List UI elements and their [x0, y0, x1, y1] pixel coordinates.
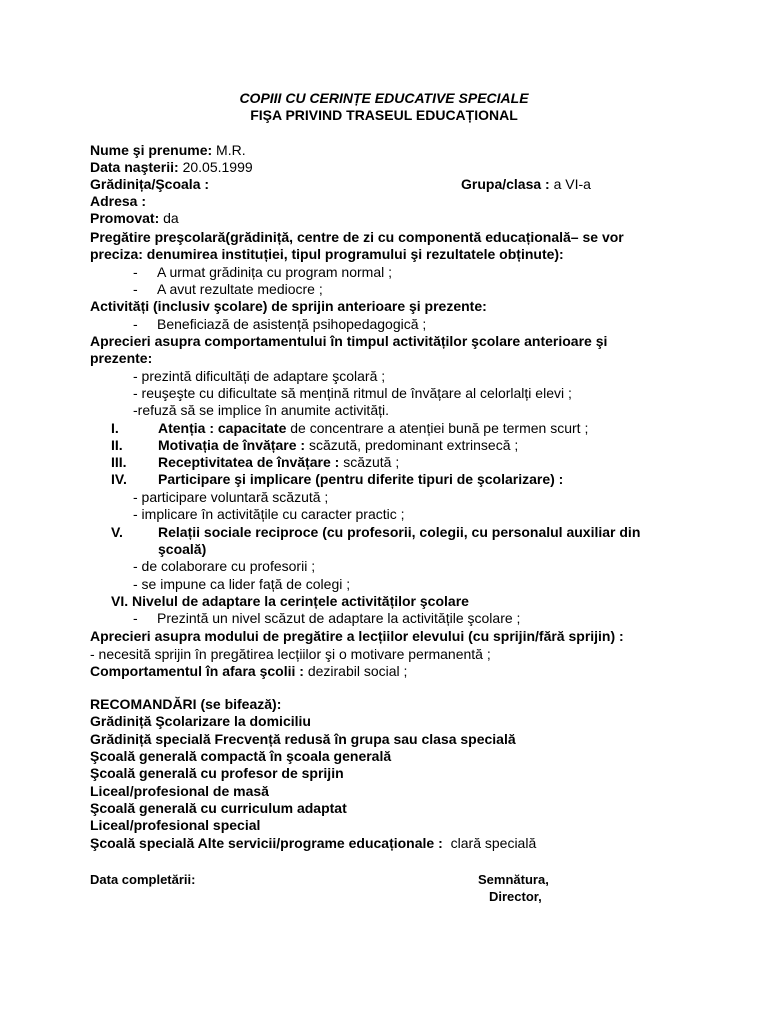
- nivel-adaptare-label: VI. Nivelul de adaptare la cerințele activităților şcolare: [111, 593, 469, 609]
- data-nasterii-field: [90, 159, 253, 176]
- recomandare-option: [90, 835, 536, 852]
- recomandare-option: Şcoală generală cu curriculum adaptat: [90, 800, 347, 816]
- adresa-label: Adresa :: [90, 193, 147, 209]
- roman-numeral: I.: [111, 420, 119, 436]
- relatii-label-cont: şcoală): [158, 541, 207, 557]
- receptivitatea-item: [158, 454, 399, 471]
- grupa-field: [461, 176, 591, 193]
- recomandare-option: Grădiniță Şcolarizare la domiciliu: [90, 713, 311, 729]
- dash-bullet: -: [133, 610, 138, 626]
- list-item: A avut rezultate mediocre ;: [157, 281, 323, 297]
- motivatia-item: [158, 437, 518, 454]
- director-label: Director,: [489, 889, 542, 904]
- pregatire-heading: Aprecieri asupra modului de pregătire a lecțiilor elevului (cu sprijin/fără sprijin) :: [90, 628, 624, 644]
- data-nasterii-label: Data naşterii:: [90, 159, 179, 175]
- promovat-label: Promovat:: [90, 210, 160, 226]
- comportament-heading-cont: prezente:: [90, 350, 153, 366]
- recomandari-heading: RECOMANDĂRI (se bifează):: [90, 696, 282, 712]
- roman-numeral: IV.: [111, 471, 127, 487]
- semnatura-label: Semnătura,: [478, 872, 549, 887]
- list-item: Beneficiază de asistență psihopedagogică ;: [157, 316, 427, 332]
- list-item: - implicare în activitățile cu caracter practic ;: [133, 506, 405, 522]
- comportament-afara-value: dezirabil social ;: [307, 663, 408, 679]
- grupa-label: Grupa/clasa :: [461, 176, 550, 192]
- recomandare-option: Şcoală generală compactă în şcoala generală: [90, 748, 392, 764]
- data-completarii-label: Data completării:: [90, 872, 196, 887]
- list-item: - reuşeşte cu dificultate să mențină ritmul de învățare al celorlalți elevi ;: [133, 385, 572, 401]
- data-nasterii-value: 20.05.1999: [182, 159, 253, 175]
- comportament-afara-field: [90, 663, 407, 680]
- prescolara-heading-cont: preciza: denumirea instituției, tipul programului şi rezultatele obținute):: [90, 246, 564, 262]
- comportament-afara-label: Comportamentul în afara şcolii :: [90, 663, 304, 679]
- atentia-label: Atenția : capacitate: [158, 420, 287, 436]
- participare-label: Participare şi implicare (pentru diferite tipuri de şcolarizare) :: [158, 471, 564, 487]
- roman-numeral: III.: [111, 454, 127, 470]
- motivatia-label: Motivația de învățare :: [158, 437, 306, 453]
- comportament-heading: Aprecieri asupra comportamentului în timpul activităților şcolare anterioare şi: [90, 333, 608, 349]
- activitati-heading: Activități (inclusiv şcolare) de sprijin anterioare şi prezente:: [90, 298, 487, 314]
- roman-numeral: V.: [111, 524, 123, 540]
- prescolara-heading: Pregătire preşcolară(grădiniță, centre de zi cu componentă educațională– se vor: [90, 229, 624, 245]
- list-item: - participare voluntară scăzută ;: [133, 489, 329, 505]
- document-title: COPIII CU CERINȚE EDUCATIVE SPECIALE: [239, 90, 529, 106]
- receptivitatea-text: scăzută ;: [343, 454, 400, 470]
- scoala-speciala-label: Şcoală specială Alte servicii/programe educaționale :: [90, 835, 443, 851]
- list-item: -refuză să se implice în anumite activități.: [133, 402, 389, 418]
- atentia-item: [158, 420, 588, 437]
- recomandare-option: Liceal/profesional de masă: [90, 783, 269, 799]
- list-item: - prezintă dificultăți de adaptare şcolară ;: [133, 368, 386, 384]
- pregatire-text: - necesită sprijin în pregătirea lecțiilor şi o motivare permanentă ;: [90, 646, 491, 662]
- nume-value: M.R.: [216, 142, 246, 158]
- motivatia-text: scăzută, predominant extrinsecă ;: [308, 437, 519, 453]
- atentia-text: de concentrare a atenției bună pe termen scurt ;: [290, 420, 589, 436]
- list-item: Prezintă un nivel scăzut de adaptare la activitățile şcolare ;: [157, 610, 521, 626]
- promovat-value: da: [163, 210, 179, 226]
- document-subtitle: FIŞA PRIVIND TRASEUL EDUCAȚIONAL: [250, 107, 518, 123]
- recomandare-option: Liceal/profesional special: [90, 817, 261, 833]
- scoala-label: Grădinița/Şcoala :: [90, 176, 210, 192]
- dash-bullet: -: [133, 316, 138, 332]
- nume-label: Nume şi prenume:: [90, 142, 213, 158]
- recomandare-option: Şcoală generală cu profesor de sprijin: [90, 765, 344, 781]
- relatii-label: Relații sociale reciproce (cu profesorii, colegii, cu personalul auxiliar din: [158, 524, 641, 540]
- list-item: - de colaborare cu profesorii ;: [133, 558, 316, 574]
- receptivitatea-label: Receptivitatea de învățare :: [158, 454, 340, 470]
- dash-bullet: -: [133, 264, 138, 280]
- nume-field: [90, 142, 246, 159]
- promovat-field: [90, 210, 179, 227]
- scoala-speciala-value: clară specială: [450, 835, 537, 851]
- grupa-value: a VI-a: [553, 176, 591, 192]
- dash-bullet: -: [133, 281, 138, 297]
- recomandare-option: Grădiniță specială Frecvență redusă în grupa sau clasa specială: [90, 731, 516, 747]
- roman-numeral: II.: [111, 437, 123, 453]
- list-item: A urmat grădinița cu program normal ;: [157, 264, 392, 280]
- list-item: - se impune ca lider față de colegi ;: [133, 576, 351, 592]
